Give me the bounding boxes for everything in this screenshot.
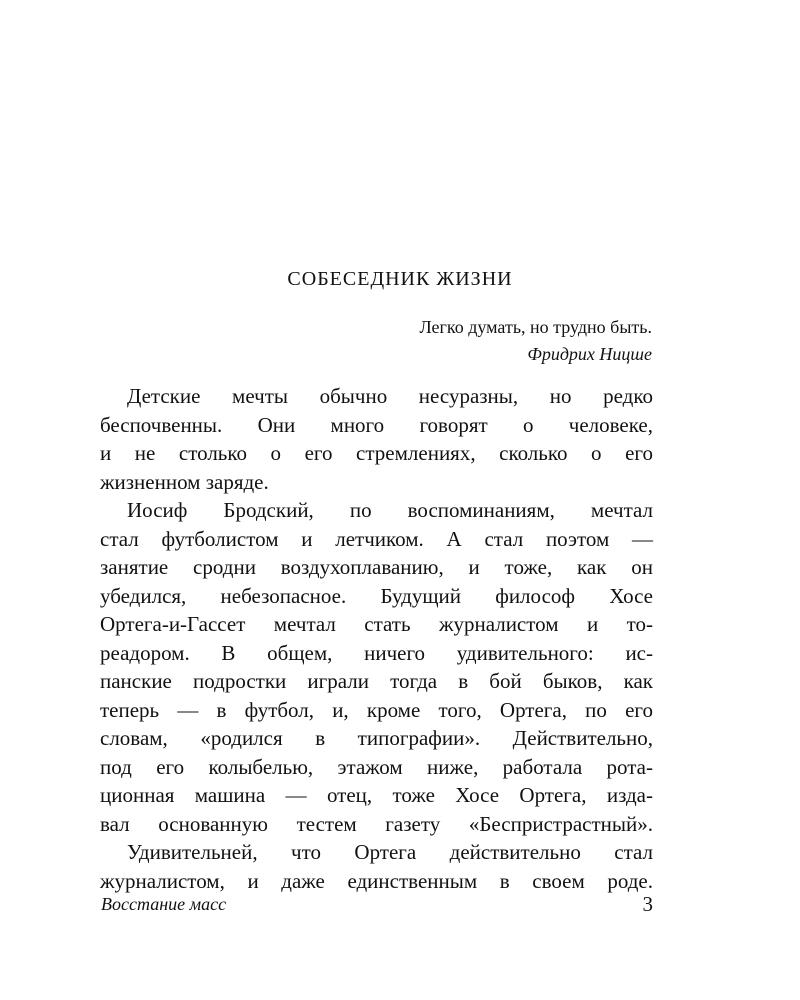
text-line: теперь — в футбол, и, кроме того, Ортега, по его: [100, 697, 653, 722]
text-line: ционная машина — отец, тоже Хосе Ортега, изда-: [100, 783, 653, 807]
text-line: Детские мечты обычно несуразны, но редко: [127, 384, 653, 408]
epigraph: [419, 314, 652, 368]
text-line: Ортега-и-Гассет мечтал стать журналистом и то-: [100, 612, 653, 636]
text-line: занятие сродни воздухоплаванию, и тоже, как он: [100, 555, 653, 579]
epigraph-quote: Легко думать, но трудно быть.: [419, 317, 652, 337]
page-number: 3: [642, 892, 653, 916]
paragraph-2: [100, 496, 653, 838]
text-line: убедился, небезопасное. Будущий философ Хосе: [100, 583, 653, 608]
text-line: стал футболистом и летчиком. А стал поэтом —: [100, 526, 653, 551]
paragraph-3: [100, 838, 653, 895]
text-line: беспочвенны. Они много говорят о человеке,: [100, 412, 653, 437]
text-line: реадором. В общем, ничего удивительного: ис-: [100, 640, 653, 665]
footer-book-title: Восстание масс: [101, 894, 227, 914]
text-line: журналистом, и даже единственным в своем роде.: [100, 868, 653, 893]
text-line: панские подростки играли тогда в бой быков, как: [100, 669, 653, 693]
text-line: Иосиф Бродский, по воспоминаниям, мечтал: [127, 498, 653, 522]
text-line: словам, «родился в типографии». Действительно,: [100, 726, 653, 750]
chapter-title: СОБЕСЕДНИК ЖИЗНИ: [287, 268, 513, 290]
text-line: вал основанную тестем газету «Беспристрастный».: [100, 811, 653, 836]
body-text: [100, 382, 653, 895]
text-line: Удивительней, что Ортега действительно стал: [127, 840, 653, 864]
text-line: под его колыбелью, этажом ниже, работала рота-: [100, 754, 653, 779]
text-line: жизненном заряде.: [100, 469, 269, 494]
epigraph-author: Фридрих Ницше: [527, 344, 652, 364]
paragraph-1: [100, 382, 653, 496]
text-line: и не столько о его стремлениях, сколько о его: [100, 441, 653, 465]
